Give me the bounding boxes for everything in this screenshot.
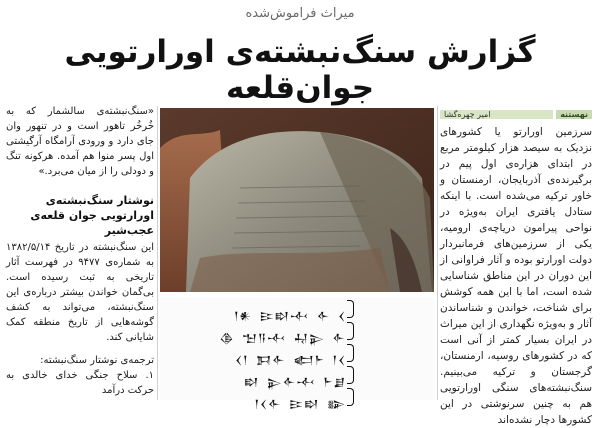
column-divider — [157, 106, 158, 400]
line-bracket — [347, 300, 354, 318]
article-headline: گزارش سنگ‌نبشته‌ی اورارتویی جوان‌قلعه — [64, 34, 536, 106]
inscription-glyphs: 𒁹𒌋𒅆 𒄿𒊭 𒅔 — [254, 398, 346, 411]
section-label: نهستنه — [556, 110, 592, 119]
line-bracket — [347, 322, 354, 340]
inscription-glyphs: 𒆠 𒈠𒀀𒋾 𒄷𒉌 𒅆 — [219, 332, 346, 345]
translation-label: ترجمه‌ی نوشتار سنگ‌نبشته: — [40, 355, 154, 366]
right-column-text: سرزمین اورارتو یا کشورهای نزدیک به سیصد هزار کیلومتر مربع در ابتدای هزاره‌ی اول پیم در برگیرنده‌ی آذربایجان، ارمنستان و خاور ترکیه می‌شده است. با اینکه ستادل یافتری ایران به‌ویژه در نواحی پیرامون دریاچه‌ی ارومیه، یکی از سرزمین‌های فرمانبردار دولت اورارتو بوده و آثار فراوانی از این دوران در این مناطق شناسایی شده است، اما با این همه کوشش برای شناخت، خواندن و شناساندن آثار و به‌ویژه نگهداری از این میراث در ایران بسیار کمتر از آنی است که در کشورهای روسیه، ارمنستان، گرجستان و ترکیه می‌بینیم. سنگ‌نبشته‌های سنگی اورارتویی هم به چنین سرنوشتی در این کشورها دچار نشده‌اند — [440, 126, 592, 426]
line-bracket — [347, 344, 354, 362]
inscription-line — [160, 320, 434, 345]
left-column — [6, 104, 154, 400]
cuneiform-transcription — [160, 298, 434, 411]
column-divider — [437, 106, 438, 400]
translation-line: ۱. سلاح جنگی خدای خالدی به حرکت درآمد — [6, 370, 154, 396]
intro-quote: «سنگ‌نبشته‌ی سالشمار که به خُرخُر تاهور است و در تنهور وان جای دارد و ورودی آرامگاه آرگیشتی اول پسر منوا هم آمده. هرکونه تنگ و دودلی را از میان می‌برد.» — [6, 106, 154, 177]
rock-inscription-photo — [160, 108, 434, 292]
line-bracket — [347, 388, 354, 406]
inscription-glyphs: 𒌋𒁹 𒁕𒅆 𒅗𒈨 𒁹𒌋 — [235, 354, 346, 367]
inscription-line — [160, 364, 434, 389]
inscription-glyphs: 𒁹𒀭 𒄿𒊭𒋾 𒅆 𒌋 — [233, 310, 346, 323]
inscription-line — [160, 298, 434, 323]
inscription-glyphs: 𒊭 𒉌𒅆𒋾 𒈨𒋗 — [244, 376, 346, 389]
author-name: امیر چهره‌گشا — [440, 110, 553, 119]
right-column — [440, 108, 592, 426]
rock-photo-graphic — [160, 108, 434, 292]
left-paragraph: این سنگ‌نبشته در تاریخ ۱۳۸۲/۵/۱۴ به شماره‌ی ۹۴۷۷ در فهرست آثار تاریخی به ثبت رسیده است. بی‌گمان خواندن بیشتر درباره‌ی این سنگ‌نبشته، می‌تواند به کشف گوشه‌هایی از تاریخ منطقه کمک شایانی کند. — [6, 242, 154, 343]
inscription-line — [160, 386, 434, 411]
line-bracket — [347, 366, 354, 384]
byline — [440, 108, 592, 120]
inscription-line — [160, 342, 434, 367]
sub-heading: نوشتار سنگ‌نبشته‌ی اورارتویی جوان قلعه‌ی عجب‌شیر — [30, 194, 154, 237]
article-kicker: میراث فراموش‌شده — [245, 6, 355, 21]
